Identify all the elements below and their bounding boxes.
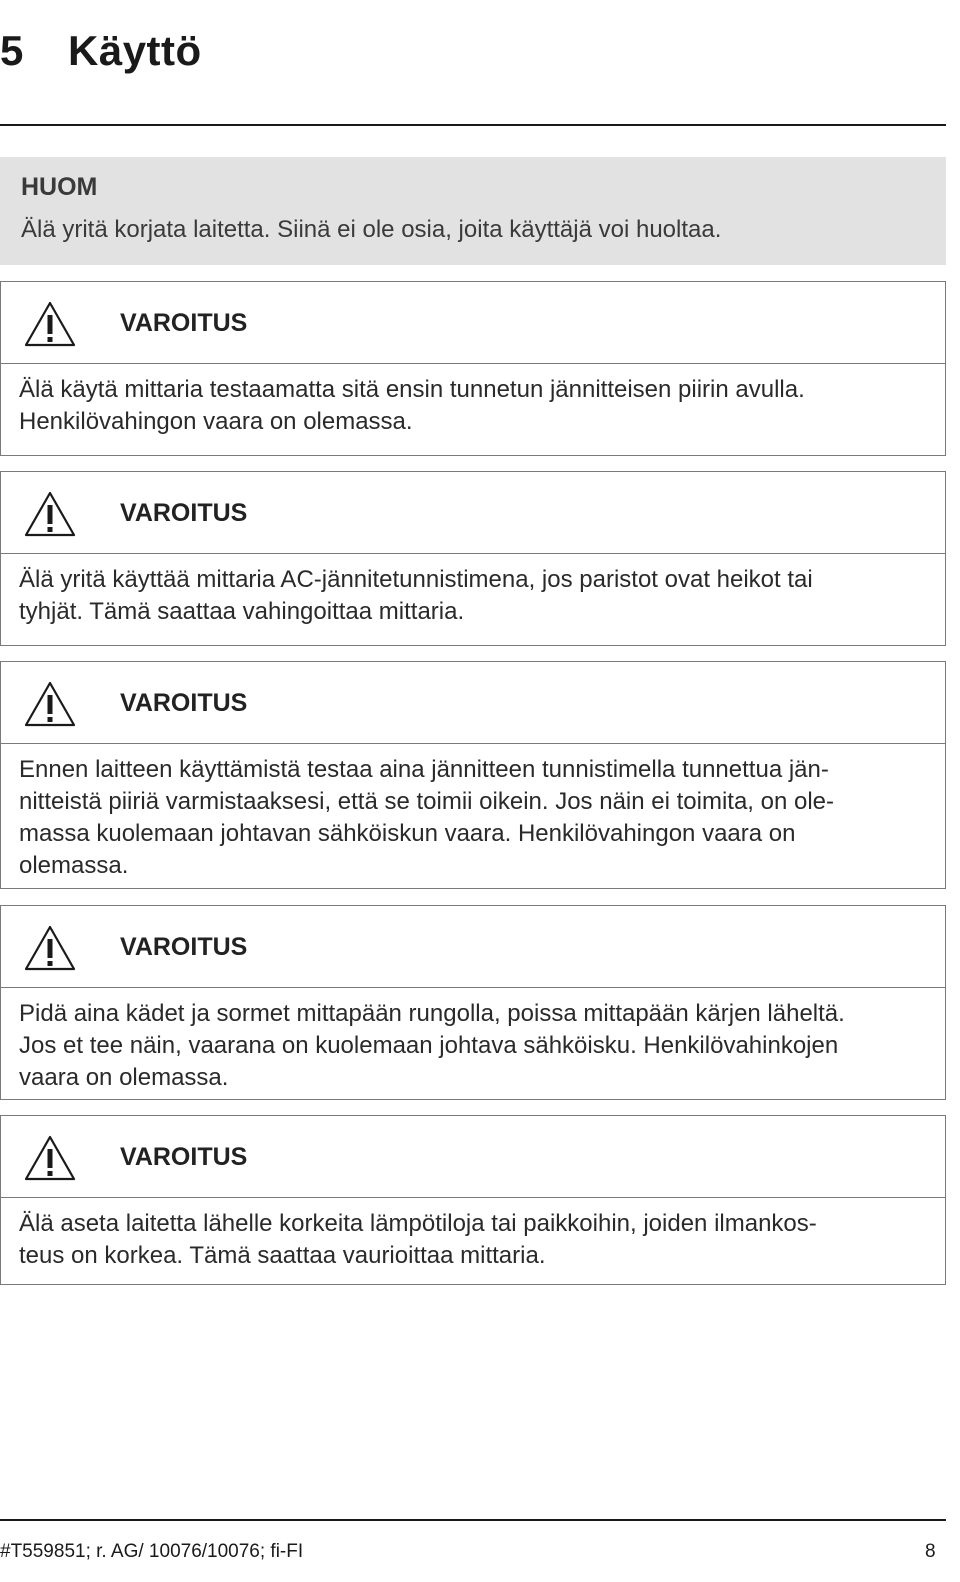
warning-box bbox=[0, 281, 946, 456]
warning-text-line: teus on korkea. Tämä saattaa vaurioittaa mittaria. bbox=[19, 1242, 546, 1269]
section-number: 5 bbox=[0, 27, 24, 75]
warning-label: VAROITUS bbox=[120, 309, 248, 337]
warning-text bbox=[1, 744, 945, 882]
warning-header bbox=[1, 906, 945, 988]
warning-header bbox=[1, 282, 945, 364]
warning-header bbox=[1, 1116, 945, 1198]
warning-text-line: Ennen laitteen käyttämistä testaa aina jännitteen tunnistimella tunnettua jän- bbox=[19, 756, 829, 783]
warning-triangle-icon bbox=[23, 1134, 77, 1182]
warning-label: VAROITUS bbox=[120, 689, 248, 717]
warning-text-line: nitteistä piiriä varmistaaksesi, että se toimii oikein. Jos näin ei toimita, on ole- bbox=[19, 788, 835, 815]
note-box bbox=[0, 157, 946, 265]
warning-box bbox=[0, 471, 946, 646]
note-text: Älä yritä korjata laitetta. Siinä ei ole osia, joita käyttäjä voi huoltaa. bbox=[21, 216, 722, 243]
warning-box bbox=[0, 661, 946, 889]
warning-text-line: Jos et tee näin, vaarana on kuolemaan johtava sähköisku. Henkilövahinkojen bbox=[19, 1032, 839, 1059]
warning-text bbox=[1, 988, 945, 1094]
warning-text-line: Älä käytä mittaria testaamatta sitä ensin tunnetun jännitteisen piirin avulla. bbox=[19, 376, 805, 403]
warning-triangle-icon bbox=[23, 680, 77, 728]
warning-text-line: Henkilövahingon vaara on olemassa. bbox=[19, 408, 413, 435]
warning-text-line: Pidä aina kädet ja sormet mittapään rungolla, poissa mittapään kärjen läheltä. bbox=[19, 1000, 845, 1027]
warning-text bbox=[1, 1198, 945, 1272]
warning-header bbox=[1, 472, 945, 554]
warning-label: VAROITUS bbox=[120, 933, 248, 961]
warning-triangle-icon bbox=[23, 490, 77, 538]
footer-document-id: #T559851; r. AG/ 10076/10076; fi-FI bbox=[0, 1541, 304, 1562]
footer-divider bbox=[0, 1519, 946, 1521]
warning-box bbox=[0, 905, 946, 1100]
title-divider bbox=[0, 124, 946, 126]
warning-header bbox=[1, 662, 945, 744]
warning-label: VAROITUS bbox=[120, 1143, 248, 1171]
section-title: Käyttö bbox=[68, 27, 202, 75]
warning-text-line: tyhjät. Tämä saattaa vahingoittaa mittaria. bbox=[19, 598, 465, 625]
warning-text-line: olemassa. bbox=[19, 852, 129, 879]
warning-text-line: massa kuolemaan johtavan sähköiskun vaara. Henkilövahingon vaara on bbox=[19, 820, 796, 847]
warning-triangle-icon bbox=[23, 300, 77, 348]
warning-text bbox=[1, 554, 945, 628]
warning-label: VAROITUS bbox=[120, 499, 248, 527]
page-number: 8 bbox=[925, 1541, 936, 1562]
warning-box bbox=[0, 1115, 946, 1285]
warning-text-line: Älä yritä käyttää mittaria AC-jännitetunnistimena, jos paristot ovat heikot tai bbox=[19, 566, 813, 593]
warning-triangle-icon bbox=[23, 924, 77, 972]
warning-text bbox=[1, 364, 945, 438]
warning-text-line: Älä aseta laitetta lähelle korkeita lämpötiloja tai paikkoihin, joiden ilmankos- bbox=[19, 1210, 817, 1237]
warning-text-line: vaara on olemassa. bbox=[19, 1064, 229, 1091]
note-heading: HUOM bbox=[21, 173, 98, 201]
page-title bbox=[0, 28, 940, 74]
